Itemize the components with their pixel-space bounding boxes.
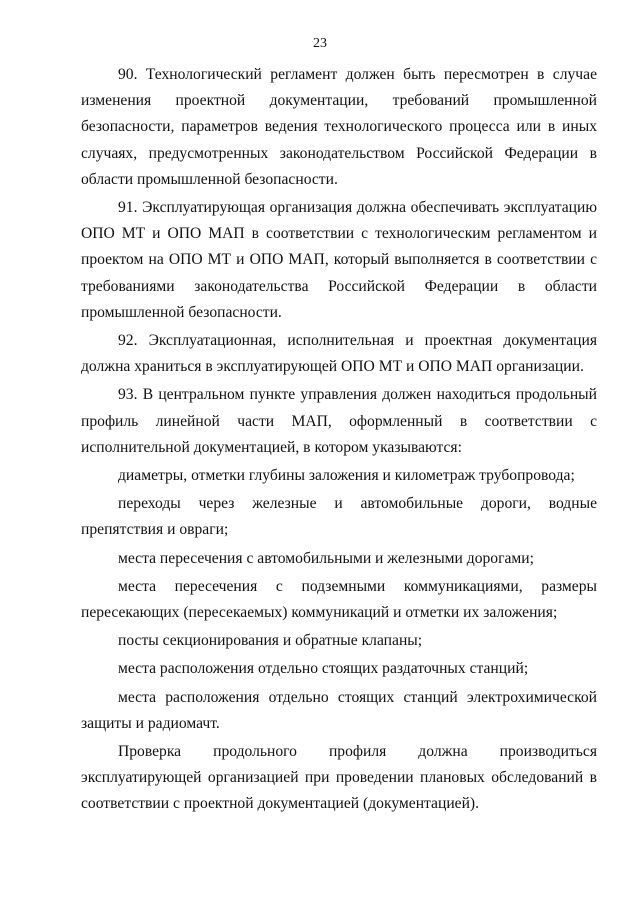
list-item-crossings: переходы через железные и автомобильные дороги, водные препятствия и овраги; xyxy=(81,495,597,539)
list-item-diameters: диаметры, отметки глубины заложения и километраж трубопровода; xyxy=(118,467,575,485)
page-number: 23 xyxy=(313,36,327,51)
paragraph-92: 92. Эксплуатационная, исполнительная и проектная документация должна храниться в эксплуатирующей ОПО МТ и ОПО МАП организации. xyxy=(81,332,597,376)
list-item-underground-communications: места пересечения с подземными коммуникациями, размеры пересекающих (пересекаемых) коммуникаций и отметки их заложения; xyxy=(81,577,597,622)
list-item-distribution-stations: места расположения отдельно стоящих раздаточных станций; xyxy=(118,660,529,678)
paragraph-93: 93. В центральном пункте управления должен находиться продольный профиль линейной части МАП, оформленный в соответствии с исполнительной документацией, в котором указываются: xyxy=(81,386,597,456)
list-item-ecp-stations: места расположения отдельно стоящих станций электрохимической защиты и радиомачт. xyxy=(81,688,597,732)
paragraph-91: 91. Эксплуатирующая организация должна обеспечивать эксплуатацию ОПО МТ и ОПО МАП в соответствии с технологическим регламентом и проектом на ОПО МТ и ОПО МАП, который выполняется в соответствии с требованиями законодательства Российской Федерации в области промышленной безопасности. xyxy=(81,199,597,321)
paragraph-profile-check: Проверка продольного профиля должна производиться эксплуатирующей организацией при проведении плановых обследований в соответствии с проектной документацией (документацией). xyxy=(81,743,597,813)
document-body xyxy=(81,62,597,818)
list-item-sectioning-posts: посты секционирования и обратные клапаны; xyxy=(118,632,423,650)
paragraph-90: 90. Технологический регламент должен быть пересмотрен в случае изменения проектной документации, требований промышленной безопасности, параметров ведения технологического процесса или в иных случаях, предусмотренных законодательством Российской Федерации в области промышленной безопасности. xyxy=(81,66,597,188)
list-item-road-intersections: места пересечения с автомобильными и железными дорогами; xyxy=(118,549,534,567)
